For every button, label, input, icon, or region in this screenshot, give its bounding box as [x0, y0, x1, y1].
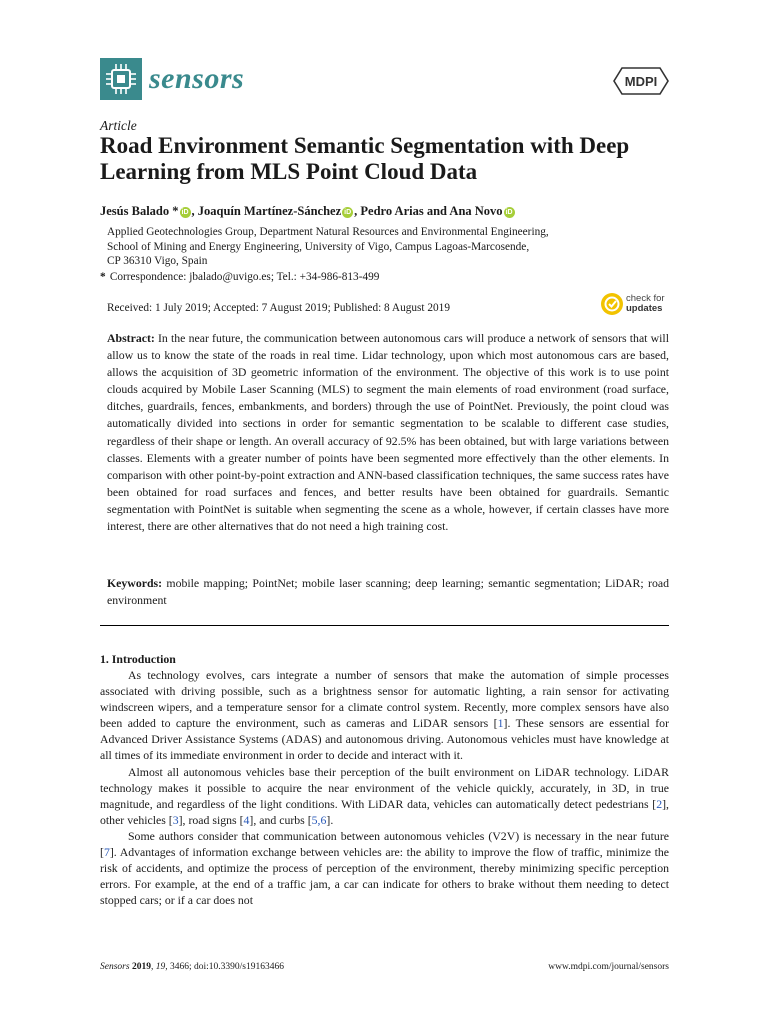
body-text-run: ].	[326, 812, 334, 827]
orcid-icon[interactable]: iD	[344, 209, 352, 216]
citation-link[interactable]: 7	[103, 845, 110, 860]
correspondence	[100, 270, 570, 285]
mdpi-logo-text: MDPI	[624, 74, 658, 89]
check-for-updates-icon[interactable]	[600, 292, 624, 321]
correspondence-mark: *	[100, 271, 106, 283]
footer-doi: , 3466; doi:10.3390/s19163466	[165, 962, 284, 972]
body-paragraph	[100, 667, 669, 764]
abstract-label: Abstract:	[107, 331, 155, 345]
footer-journal: Sensors	[100, 962, 130, 972]
orcid-icon[interactable]: iD	[181, 209, 189, 216]
author-name: Joaquín Martínez-Sánchez	[197, 204, 342, 218]
footer-year: 2019	[129, 962, 151, 972]
body-text-run: ], other vehicles [	[100, 796, 669, 827]
mdpi-logo	[612, 66, 670, 101]
paper-title: Road Environment Semantic Segmentation with Deep Learning from MLS Point Cloud Data	[100, 133, 630, 184]
check-for-updates-line1: check for	[626, 293, 665, 304]
keywords-text: mobile mapping; PointNet; mobile laser scanning; deep learning; semantic segmentation; LiDAR; road environment	[107, 576, 669, 608]
abstract-text: In the near future, the communication between autonomous cars will produce a network of sensors that will allow us to know the state of the roads in real time. Lidar technology, upon which most autonomous cars are based, allows the acquisition of 3D geometric information of the environment. The objective of this work is to use point clouds acquired by Mobile Laser Scanning (MLS) to segment the main elements of road environment (road surface, ditches, guardrails, fences, embankments, and borders) through the use of PointNet. Previously, the point cloud was automatically divided into sections in order for semantic segmentation to be scalable to different case studies, regardless of their shape or length. An overall accuracy of 92.5% has been obtained, but with large variations between classes. Elements with a greater number of points have been segmented more effectively than the other elements. In comparison with other point-by-point extraction and ANN-based classification techniques, the same success rates have been obtained for road surfaces and fences, and better results have been obtained for guardrails. Semantic segmentation with PointNet is suitable when segmenting the scene as a whole, however, if certain classes have more interest, there are other alternatives that do not need a high training cost.	[107, 331, 669, 534]
publication-dates: Received: 1 July 2019; Accepted: 7 August 2019; Published: 8 August 2019	[107, 302, 450, 314]
body-text-run: As technology evolves, cars integrate a number of sensors that make the automation of simple processes associated with driving possible, such as a brightness sensor for automatic lighting, a rain sensor for activating windscreen wipers, and a temperature sensor for a climate control system. Recently, more complex sensors have also been added to capture the environment, such as cameras and LiDAR sensors [	[100, 668, 669, 731]
body-text-run: ], road signs [	[178, 812, 244, 827]
section-heading: 1. Introduction	[100, 652, 176, 666]
body-text-run: ]. These sensors are essential for Advanced Driver Assistance Systems (ADAS) and autonomous driving. Autonomous vehicles must have knowledge at all times of its immediate environment in order to decide and interact with it.	[100, 716, 670, 763]
author-name: Pedro Arias and Ana Novo	[360, 204, 503, 218]
correspondence-text: Correspondence: jbalado@uvigo.es; Tel.: +34-986-813-499	[109, 271, 380, 283]
citation-link[interactable]: 1	[497, 716, 504, 731]
citation-link[interactable]: 4	[243, 812, 250, 827]
keywords-label: Keywords:	[107, 576, 163, 590]
orcid-icon[interactable]: iD	[505, 209, 513, 216]
body-text-run: Almost all autonomous vehicles base their perception of the built environment on LiDAR technology. LiDAR technology makes it possible to acquire the near environment of the vehicle quickly, accurately, in 3D, in true magnitude, and regardless of the light conditions. With LiDAR data, vehicles can automatically detect pedestrians [	[100, 764, 669, 811]
abstract	[107, 330, 669, 535]
section-divider	[100, 625, 669, 626]
keywords	[107, 575, 669, 609]
check-for-updates-line2: updates	[626, 302, 663, 314]
affiliation	[107, 225, 577, 269]
affiliation-line: Applied Geotechnologies Group, Department Natural Resources and Environmental Engineering,	[107, 226, 549, 238]
author-list	[100, 204, 516, 219]
affiliation-line: School of Mining and Energy Engineering, University of Vigo, Campus Lagoas-Marcosende,	[107, 240, 530, 253]
body-text-run: ]. Advantages of information exchange between vehicles are: the ability to improve the flow of traffic, minimize the risk of accidents, and optimize the process of perception of the environment, thereby minimizing specific perception errors. For example, at the end of a traffic jam, a car can indicate for others to brake without them needing to detect stopped cars; or if a car does not	[100, 845, 669, 908]
affiliation-line: CP 36310 Vigo, Spain	[107, 255, 208, 268]
citation-link[interactable]: 3	[172, 812, 179, 827]
body-text-run: ], and curbs [	[249, 812, 312, 827]
author-name: Jesús Balado	[100, 204, 170, 218]
body-paragraph	[100, 828, 669, 908]
article-type: Article	[100, 118, 137, 133]
journal-name: sensors	[149, 62, 245, 95]
journal-logo-icon	[100, 58, 142, 100]
introduction-body	[100, 667, 669, 908]
author-corresponding-mark: *	[169, 204, 179, 218]
footer-volume: , 19	[150, 962, 166, 972]
author-separator: ,	[354, 204, 361, 218]
citation-link[interactable]: 5,6	[311, 812, 327, 827]
body-text-run: Some authors consider that communication between autonomous vehicles (V2V) is necessary in the near future [	[100, 828, 669, 860]
footer-url[interactable]: www.mdpi.com/journal/sensors	[548, 962, 669, 972]
author-separator: ,	[191, 204, 198, 218]
citation-link[interactable]: 2	[656, 796, 663, 811]
check-for-updates-label[interactable]	[626, 294, 665, 313]
footer-citation	[100, 962, 284, 972]
body-paragraph	[100, 764, 669, 828]
